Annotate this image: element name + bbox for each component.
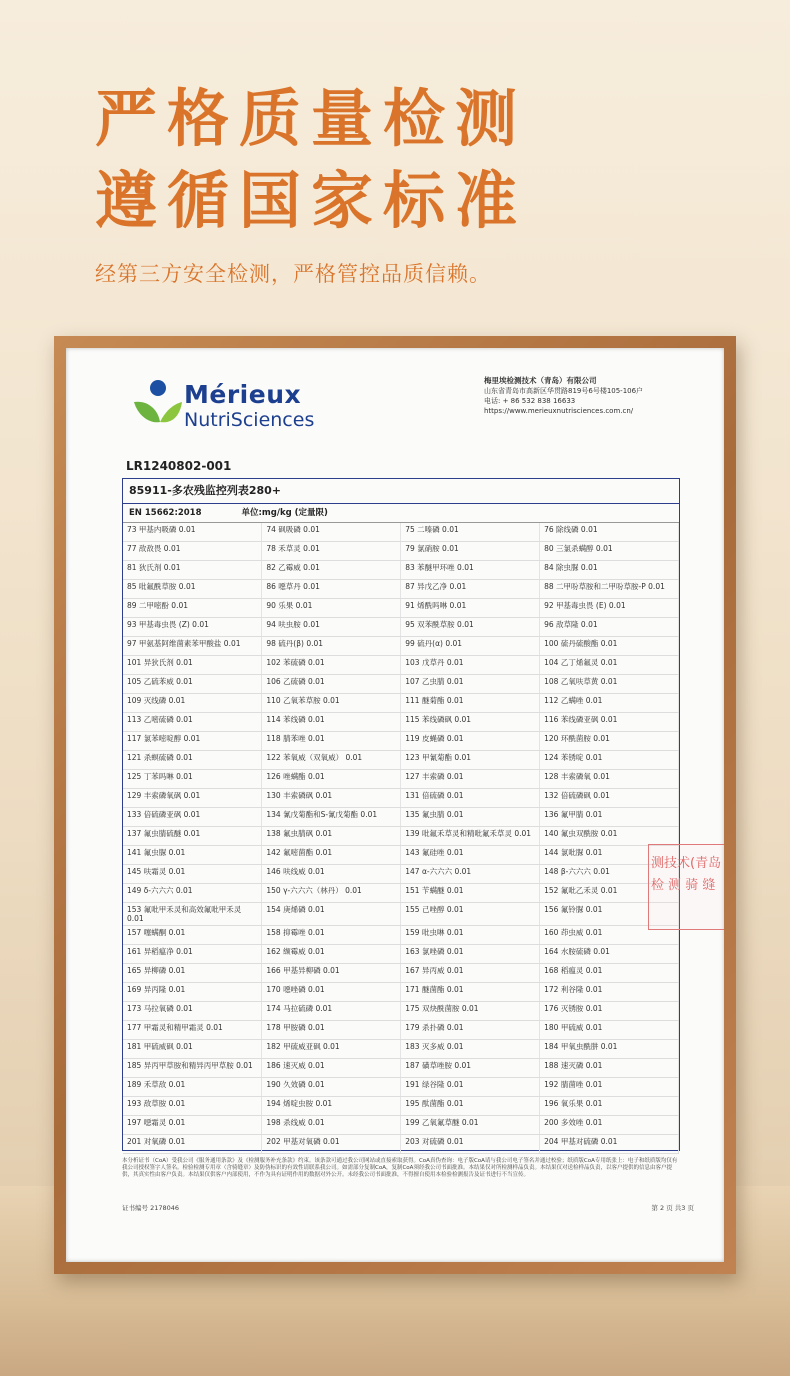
table-cell: 75 二嗪磷 0.01 bbox=[401, 523, 540, 542]
table-cell: 91 烯酰吗啉 0.01 bbox=[401, 599, 540, 618]
table-cell: 151 苄螨醚 0.01 bbox=[401, 884, 540, 903]
table-row bbox=[123, 789, 679, 808]
table-cell: 94 呋虫胺 0.01 bbox=[262, 618, 401, 637]
table-row bbox=[123, 983, 679, 1002]
table-cell: 188 速灭磷 0.01 bbox=[540, 1059, 679, 1078]
table-cell: 169 异丙隆 0.01 bbox=[123, 983, 262, 1002]
table-cell: 131 倍硫磷 0.01 bbox=[401, 789, 540, 808]
table-cell: 125 丁苯吗啉 0.01 bbox=[123, 770, 262, 789]
table-cell: 92 甲基毒虫畏 (E) 0.01 bbox=[540, 599, 679, 618]
table-cell: 96 敌草隆 0.01 bbox=[540, 618, 679, 637]
table-cell: 147 α-六六六 0.01 bbox=[401, 865, 540, 884]
table-cell: 103 戊草丹 0.01 bbox=[401, 656, 540, 675]
company-phone: 电话: + 86 532 838 16633 bbox=[484, 397, 576, 405]
table-cell: 146 呋线威 0.01 bbox=[262, 865, 401, 884]
table-cell: 104 乙丁烯氟灵 0.01 bbox=[540, 656, 679, 675]
table-row bbox=[123, 713, 679, 732]
table-cell: 189 禾草敌 0.01 bbox=[123, 1078, 262, 1097]
table-cell: 184 甲氧虫酰肼 0.01 bbox=[540, 1040, 679, 1059]
table-row bbox=[123, 637, 679, 656]
table-cell: 148 β-六六六 0.01 bbox=[540, 865, 679, 884]
table-row bbox=[123, 1002, 679, 1021]
table-cell: 77 敌敌畏 0.01 bbox=[123, 542, 262, 561]
stamp-line2: 检 测 骑 缝 bbox=[651, 878, 716, 893]
table-cell: 145 呋霜灵 0.01 bbox=[123, 865, 262, 884]
table-row bbox=[123, 964, 679, 983]
table-cell: 144 氯吡脲 0.01 bbox=[540, 846, 679, 865]
table-row bbox=[123, 1116, 679, 1135]
table-cell: 84 除虫脲 0.01 bbox=[540, 561, 679, 580]
table-cell: 200 多效唑 0.01 bbox=[540, 1116, 679, 1135]
table-row bbox=[123, 808, 679, 827]
table-cell: 119 皮蝇磷 0.01 bbox=[401, 732, 540, 751]
footnote: 本分析证书（CoA）受我公司《服务通用条款》及《检测服务补充条款》约束。该条款可通过我公司网站或直接索取获得。CoA真伪查询：电子版CoA请与我公司电子签名并通过校验；纸质版CoA专用纸张上：电子和纸质版均仅有我公司授权签字人签名。检验检测专用章（含骑缝章）及防伪标识的有效性请联系我公司。如需部分复制CoA，复制CoA须经我公司书面批准。本结果仅对所检测样品负责。本结果仅对送检样品负责，以客户提供的信息由客户提供，其真实性由客户负责。本结果仅供客户内部使用，不作为具有证明作用的数据对外公开。未经我公司书面批准，不得擅自使用本检验检测报告及证书进行不当宣传。 bbox=[122, 1158, 678, 1178]
table-cell: 197 噁霜灵 0.01 bbox=[123, 1116, 262, 1135]
table-cell: 90 乐果 0.01 bbox=[262, 599, 401, 618]
pesticide-table-box bbox=[122, 478, 680, 1151]
table-cell: 171 醚菌酯 0.01 bbox=[401, 983, 540, 1002]
table-cell: 78 禾草灵 0.01 bbox=[262, 542, 401, 561]
table-cell: 183 灭多威 0.01 bbox=[401, 1040, 540, 1059]
table-cell: 177 甲霜灵和精甲霜灵 0.01 bbox=[123, 1021, 262, 1040]
table-cell: 110 乙氧苯草胺 0.01 bbox=[262, 694, 401, 713]
table-cell: 194 烯啶虫胺 0.01 bbox=[262, 1097, 401, 1116]
table-cell: 137 氟虫腈硫醚 0.01 bbox=[123, 827, 262, 846]
table-row bbox=[123, 1078, 679, 1097]
table-cell: 95 双苯酰草胺 0.01 bbox=[401, 618, 540, 637]
table-cell: 115 苯线磷砜 0.01 bbox=[401, 713, 540, 732]
table-cell: 190 久效磷 0.01 bbox=[262, 1078, 401, 1097]
table-cell: 163 氯唑磷 0.01 bbox=[401, 945, 540, 964]
table-cell: 86 噁草丹 0.01 bbox=[262, 580, 401, 599]
table-cell: 192 腈菌唑 0.01 bbox=[540, 1078, 679, 1097]
report-number: LR1240802-001 bbox=[126, 459, 232, 473]
table-cell: 89 二甲嘧酚 0.01 bbox=[123, 599, 262, 618]
table-cell: 136 氟甲腈 0.01 bbox=[540, 808, 679, 827]
table-cell: 204 甲基对硫磷 0.01 bbox=[540, 1135, 679, 1154]
table-row bbox=[123, 926, 679, 945]
table-row bbox=[123, 1021, 679, 1040]
table-cell: 82 乙霉威 0.01 bbox=[262, 561, 401, 580]
table-cell: 156 氟铃脲 0.01 bbox=[540, 903, 679, 926]
table-title: 85911-多农残监控列表280+ bbox=[123, 479, 679, 504]
table-cell: 168 稻瘟灵 0.01 bbox=[540, 964, 679, 983]
company-address: 山东省青岛市高新区华贯路819号6号楼105-106户 bbox=[484, 387, 644, 395]
table-cell: 159 吡虫啉 0.01 bbox=[401, 926, 540, 945]
hero-title-line2: 遵循国家标准 bbox=[95, 164, 528, 237]
table-cell: 129 丰索磷氧砜 0.01 bbox=[123, 789, 262, 808]
table-cell: 176 灭锈胺 0.01 bbox=[540, 1002, 679, 1021]
table-cell: 76 除线磷 0.01 bbox=[540, 523, 679, 542]
table-cell: 174 马拉硫磷 0.01 bbox=[262, 1002, 401, 1021]
table-standard-row bbox=[123, 504, 679, 523]
picture-frame bbox=[54, 336, 736, 1274]
table-cell: 127 丰索磷 0.01 bbox=[401, 770, 540, 789]
table-cell: 93 甲基毒虫畏 (Z) 0.01 bbox=[123, 618, 262, 637]
table-row bbox=[123, 675, 679, 694]
table-cell: 97 甲氨基阿维菌素苯甲酸盐 0.01 bbox=[123, 637, 262, 656]
table-cell: 109 灭线磷 0.01 bbox=[123, 694, 262, 713]
table-cell: 164 水胺硫磷 0.01 bbox=[540, 945, 679, 964]
table-cell: 186 速灭威 0.01 bbox=[262, 1059, 401, 1078]
table-cell: 105 乙硫苯威 0.01 bbox=[123, 675, 262, 694]
logo-text-nutrisciences: NutriSciences bbox=[184, 409, 315, 431]
table-row bbox=[123, 599, 679, 618]
table-cell: 107 乙虫腈 0.01 bbox=[401, 675, 540, 694]
table-row bbox=[123, 618, 679, 637]
table-cell: 73 甲基内吸磷 0.01 bbox=[123, 523, 262, 542]
table-row bbox=[123, 694, 679, 713]
company-url: https://www.merieuxnutrisciences.com.cn/ bbox=[484, 407, 634, 415]
table-cell: 193 敌草胺 0.01 bbox=[123, 1097, 262, 1116]
table-cell: 87 异戊乙净 0.01 bbox=[401, 580, 540, 599]
table-cell: 170 噁唑磷 0.01 bbox=[262, 983, 401, 1002]
table-row bbox=[123, 580, 679, 599]
page-number: 第 2 页 共3 页 bbox=[651, 1204, 694, 1212]
table-cell: 149 δ-六六六 0.01 bbox=[123, 884, 262, 903]
table-cell: 201 对氧磷 0.01 bbox=[123, 1135, 262, 1154]
table-cell: 111 醚菊酯 0.01 bbox=[401, 694, 540, 713]
table-row bbox=[123, 770, 679, 789]
table-cell: 143 氟硅唑 0.01 bbox=[401, 846, 540, 865]
table-cell: 153 氟吡甲禾灵和高效氟吡甲禾灵 0.01 bbox=[123, 903, 262, 926]
table-cell: 150 γ-六六六（林丹） 0.01 bbox=[262, 884, 401, 903]
table-cell: 142 氟嘧菌酯 0.01 bbox=[262, 846, 401, 865]
company-info bbox=[484, 376, 704, 416]
table-cell: 113 乙嘧硫磷 0.01 bbox=[123, 713, 262, 732]
table-cell: 199 乙氧氟草醚 0.01 bbox=[401, 1116, 540, 1135]
table-cell: 173 马拉氧磷 0.01 bbox=[123, 1002, 262, 1021]
table-cell: 122 苯氧威（双氧威） 0.01 bbox=[262, 751, 401, 770]
table-cell: 132 倍硫磷砜 0.01 bbox=[540, 789, 679, 808]
table-row bbox=[123, 656, 679, 675]
table-row bbox=[123, 1097, 679, 1116]
table-cell: 102 苯硫磷 0.01 bbox=[262, 656, 401, 675]
logo-leaf-icon bbox=[132, 376, 184, 434]
table-row bbox=[123, 1040, 679, 1059]
table-cell: 114 苯线磷 0.01 bbox=[262, 713, 401, 732]
table-cell: 161 异稻瘟净 0.01 bbox=[123, 945, 262, 964]
table-cell: 191 绿谷隆 0.01 bbox=[401, 1078, 540, 1097]
table-cell: 162 缬霉威 0.01 bbox=[262, 945, 401, 964]
table-cell: 195 酞菌酯 0.01 bbox=[401, 1097, 540, 1116]
table-cell: 160 茚虫威 0.01 bbox=[540, 926, 679, 945]
table-cell: 134 氰戊菊酯和S-氰戊菊酯 0.01 bbox=[262, 808, 401, 827]
table-row bbox=[123, 846, 679, 865]
table-cell: 182 甲硫威亚砜 0.01 bbox=[262, 1040, 401, 1059]
table-row bbox=[123, 827, 679, 846]
table-cell: 167 异丙威 0.01 bbox=[401, 964, 540, 983]
table-cell: 185 异丙甲草胺和精异丙甲草胺 0.01 bbox=[123, 1059, 262, 1078]
table-row bbox=[123, 865, 679, 884]
unit-label: 单位:mg/kg (定量限) bbox=[241, 508, 328, 518]
pesticide-table bbox=[123, 523, 679, 1154]
table-row bbox=[123, 1059, 679, 1078]
table-cell: 166 甲基异柳磷 0.01 bbox=[262, 964, 401, 983]
table-cell: 88 二甲吩草胺和二甲吩草胺-P 0.01 bbox=[540, 580, 679, 599]
table-cell: 99 硫丹(α) 0.01 bbox=[401, 637, 540, 656]
table-cell: 117 氯苯嘧啶醇 0.01 bbox=[123, 732, 262, 751]
hero-subtitle: 经第三方安全检测，严格管控品质信赖。 bbox=[95, 262, 491, 286]
table-cell: 181 甲硫威砜 0.01 bbox=[123, 1040, 262, 1059]
table-cell: 100 硫丹硫酸酯 0.01 bbox=[540, 637, 679, 656]
table-cell: 116 苯线磷亚砜 0.01 bbox=[540, 713, 679, 732]
table-cell: 180 甲硫威 0.01 bbox=[540, 1021, 679, 1040]
table-row bbox=[123, 884, 679, 903]
table-cell: 83 苯醚甲环唑 0.01 bbox=[401, 561, 540, 580]
table-row bbox=[123, 561, 679, 580]
table-cell: 118 腈苯唑 0.01 bbox=[262, 732, 401, 751]
table-cell: 140 氟虫双酰胺 0.01 bbox=[540, 827, 679, 846]
table-cell: 172 利谷隆 0.01 bbox=[540, 983, 679, 1002]
table-cell: 141 氟虫脲 0.01 bbox=[123, 846, 262, 865]
table-row bbox=[123, 903, 679, 926]
table-row bbox=[123, 1135, 679, 1154]
company-name: 梅里埃检测技术（青岛）有限公司 bbox=[484, 376, 597, 385]
table-cell: 81 狄氏剂 0.01 bbox=[123, 561, 262, 580]
certificate-number: 证书编号 2178046 bbox=[122, 1204, 180, 1212]
seal-stamp bbox=[648, 844, 724, 930]
merieux-logo bbox=[132, 376, 315, 436]
table-row bbox=[123, 542, 679, 561]
table-cell: 203 对硫磷 0.01 bbox=[401, 1135, 540, 1154]
table-cell: 124 苯锈啶 0.01 bbox=[540, 751, 679, 770]
table-cell: 121 杀螟硫磷 0.01 bbox=[123, 751, 262, 770]
table-cell: 112 乙螨唑 0.01 bbox=[540, 694, 679, 713]
table-cell: 139 吡氟禾草灵和精吡氟禾草灵 0.01 bbox=[401, 827, 540, 846]
table-cell: 165 异柳磷 0.01 bbox=[123, 964, 262, 983]
table-row bbox=[123, 945, 679, 964]
logo-text-merieux: Mérieux bbox=[184, 380, 302, 409]
table-cell: 152 氟吡乙禾灵 0.01 bbox=[540, 884, 679, 903]
table-cell: 202 甲基对氧磷 0.01 bbox=[262, 1135, 401, 1154]
table-cell: 155 己唑醇 0.01 bbox=[401, 903, 540, 926]
table-cell: 154 庚烯磷 0.01 bbox=[262, 903, 401, 926]
certificate-page bbox=[66, 348, 724, 1262]
table-cell: 79 氯硝胺 0.01 bbox=[401, 542, 540, 561]
hero-title-line1: 严格质量检测 bbox=[95, 82, 528, 155]
table-row bbox=[123, 732, 679, 751]
table-cell: 80 三氯杀螨醇 0.01 bbox=[540, 542, 679, 561]
table-cell: 101 异狄氏剂 0.01 bbox=[123, 656, 262, 675]
table-cell: 196 氧乐果 0.01 bbox=[540, 1097, 679, 1116]
table-cell: 108 乙氧呋草黄 0.01 bbox=[540, 675, 679, 694]
table-cell: 126 唑螨酯 0.01 bbox=[262, 770, 401, 789]
table-cell: 123 甲氰菊酯 0.01 bbox=[401, 751, 540, 770]
stamp-line1: 测技术(青岛 bbox=[651, 856, 722, 871]
table-cell: 128 丰索磷氧 0.01 bbox=[540, 770, 679, 789]
table-cell: 179 杀扑磷 0.01 bbox=[401, 1021, 540, 1040]
table-cell: 85 吡氟酰草胺 0.01 bbox=[123, 580, 262, 599]
table-cell: 120 环酰菌胺 0.01 bbox=[540, 732, 679, 751]
table-cell: 175 双炔酰菌胺 0.01 bbox=[401, 1002, 540, 1021]
table-cell: 74 砜吸磷 0.01 bbox=[262, 523, 401, 542]
table-cell: 130 丰索磷砜 0.01 bbox=[262, 789, 401, 808]
standard-code: EN 15662:2018 bbox=[129, 508, 202, 518]
table-cell: 178 甲胺磷 0.01 bbox=[262, 1021, 401, 1040]
table-cell: 157 噻螨酮 0.01 bbox=[123, 926, 262, 945]
table-cell: 187 磺草唑胺 0.01 bbox=[401, 1059, 540, 1078]
table-cell: 135 氟虫腈 0.01 bbox=[401, 808, 540, 827]
table-cell: 158 抑霉唑 0.01 bbox=[262, 926, 401, 945]
table-cell: 133 倍硫磷亚砜 0.01 bbox=[123, 808, 262, 827]
table-row bbox=[123, 523, 679, 542]
table-cell: 98 硫丹(β) 0.01 bbox=[262, 637, 401, 656]
table-cell: 198 杀线威 0.01 bbox=[262, 1116, 401, 1135]
table-cell: 138 氟虫腈砜 0.01 bbox=[262, 827, 401, 846]
table-cell: 106 乙硫磷 0.01 bbox=[262, 675, 401, 694]
table-row bbox=[123, 751, 679, 770]
